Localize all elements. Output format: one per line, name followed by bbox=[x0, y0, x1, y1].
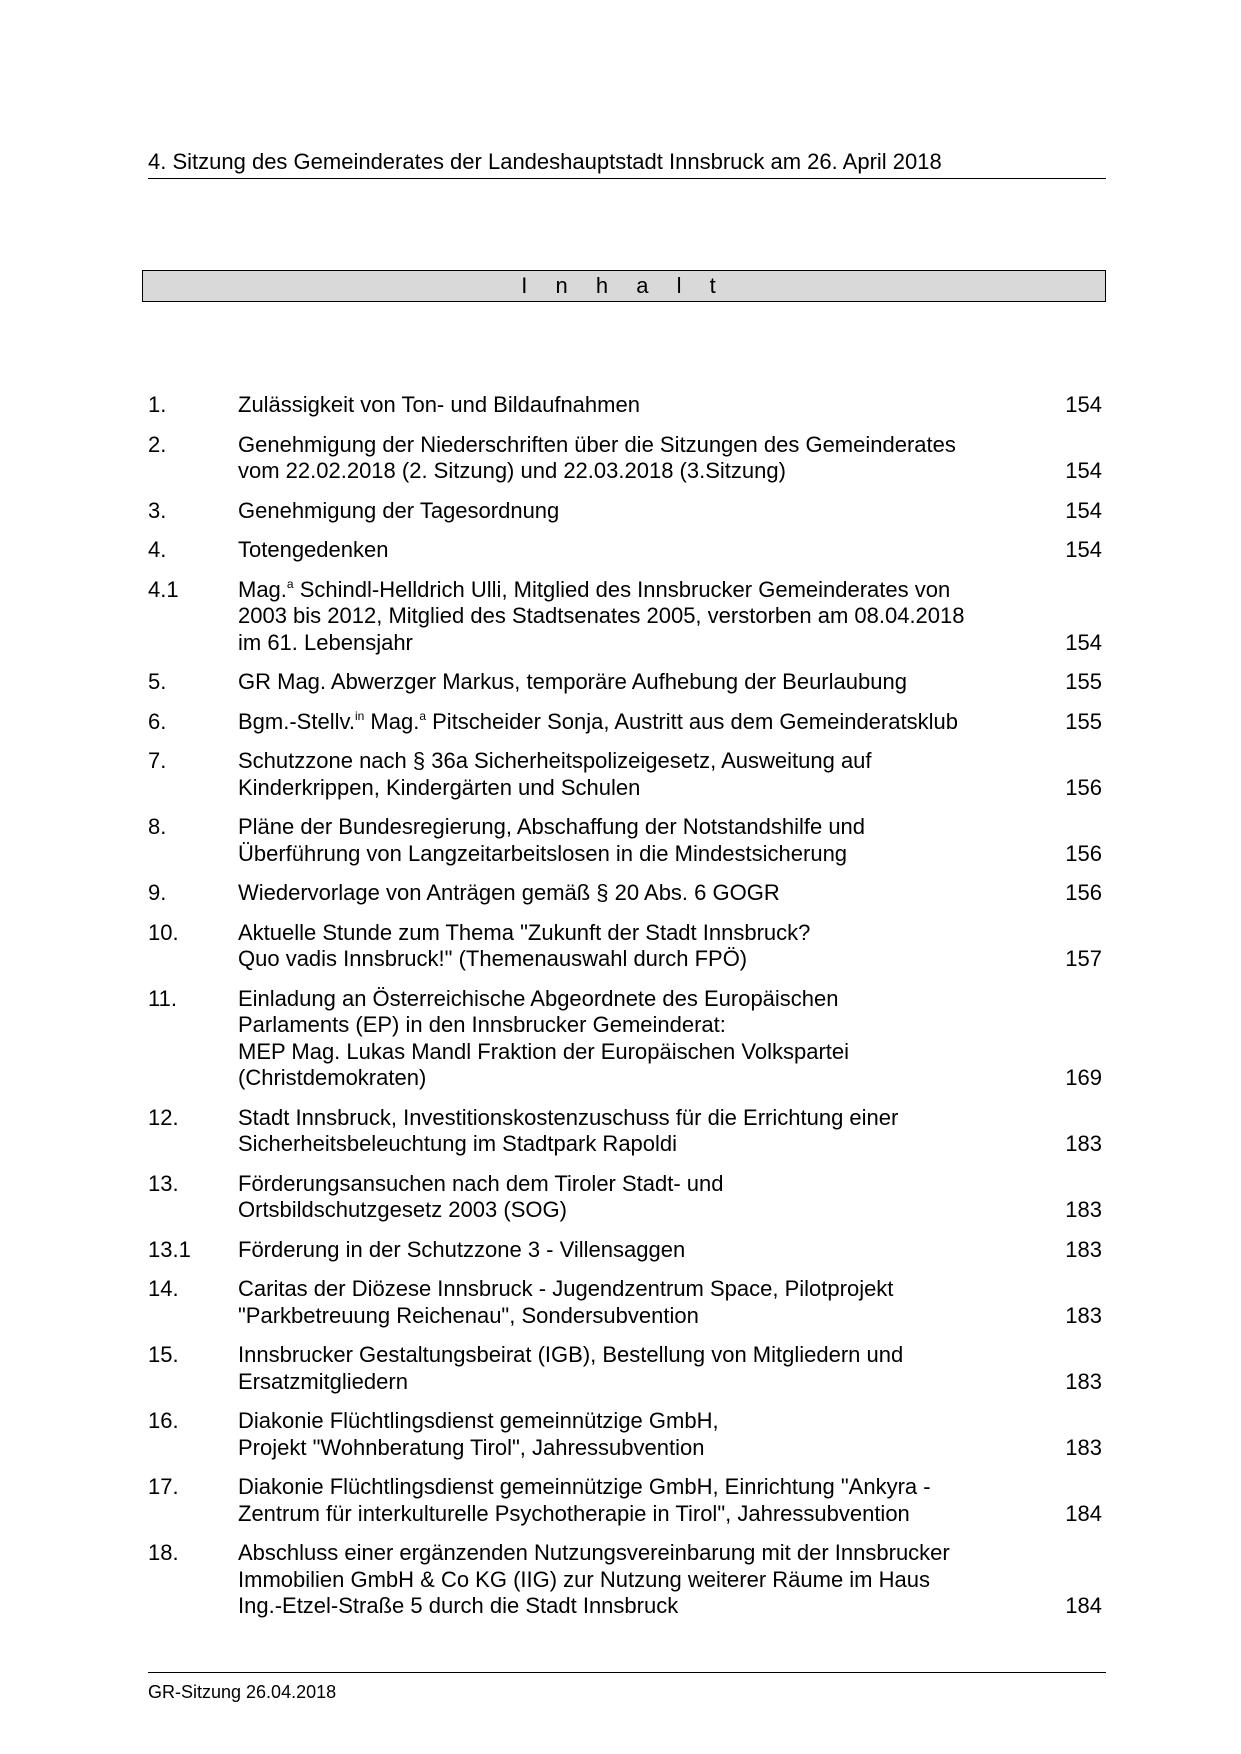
toc-entry-line: Ing.-Etzel-Straße 5 durch die Stadt Innsbruck bbox=[238, 1593, 679, 1618]
document-footer: GR-Sitzung 26.04.2018 bbox=[148, 1672, 1106, 1703]
toc-entry-page: 183 bbox=[1065, 1197, 1102, 1222]
toc-entry-title bbox=[238, 1474, 1032, 1527]
toc-entry-title bbox=[238, 669, 1032, 696]
toc-entry-superscript: a bbox=[419, 708, 427, 723]
toc-entry bbox=[148, 1408, 1106, 1461]
toc-entry-number: 18. bbox=[148, 1540, 179, 1565]
toc-entry-page: 155 bbox=[1065, 669, 1102, 694]
toc-entry-number: 6. bbox=[148, 708, 167, 734]
toc-entry bbox=[148, 1105, 1106, 1158]
toc-entry-page: 156 bbox=[1065, 774, 1102, 800]
toc-entry-line: vom 22.02.2018 (2. Sitzung) und 22.03.2018 (3.Sitzung) bbox=[238, 458, 786, 483]
toc-entry-number: 10. bbox=[148, 919, 179, 945]
toc-entry-line: Totengedenken bbox=[238, 537, 389, 562]
toc-entry-title bbox=[238, 1276, 1032, 1329]
toc-entry-page: 184 bbox=[1065, 1593, 1102, 1618]
toc-entry bbox=[148, 392, 1106, 419]
toc-entry bbox=[148, 1474, 1106, 1527]
toc-entry-line: Zulässigkeit von Ton- und Bildaufnahmen bbox=[238, 392, 640, 417]
toc-entry-page: 183 bbox=[1065, 1236, 1102, 1262]
toc-entry-page: 154 bbox=[1065, 392, 1102, 417]
toc-entry-line bbox=[238, 577, 1032, 604]
toc-entry-line: Quo vadis Innsbruck!" (Themenauswahl durch FPÖ) bbox=[238, 946, 748, 971]
toc-entry-line: "Parkbetreuung Reichenau", Sondersubvention bbox=[238, 1302, 699, 1328]
toc-entry-title bbox=[238, 748, 1032, 801]
toc-entry bbox=[148, 1171, 1106, 1224]
toc-entry-number: 1. bbox=[148, 392, 167, 417]
toc-entry-line bbox=[238, 709, 1032, 736]
toc-entry bbox=[148, 920, 1106, 973]
toc-entry-number: 4.1 bbox=[148, 576, 179, 602]
toc-entry-line: Genehmigung der Tagesordnung bbox=[238, 497, 560, 523]
toc-entry-title bbox=[238, 537, 1032, 564]
toc-entry bbox=[148, 709, 1106, 736]
toc-entry-prefix: Bgm.-Stellv. bbox=[238, 708, 355, 734]
toc-entry-line: Abschluss einer ergänzenden Nutzungsvereinbarung mit der Innsbrucker bbox=[238, 1540, 950, 1565]
toc-entry-title bbox=[238, 1540, 1032, 1620]
toc-entry-number: 13.1 bbox=[148, 1236, 191, 1262]
toc-entry-title bbox=[238, 986, 1032, 1092]
toc-entry-page: 156 bbox=[1065, 880, 1102, 905]
toc-entry-page: 156 bbox=[1065, 840, 1102, 866]
toc-entry bbox=[148, 1276, 1106, 1329]
toc-entry-line: Projekt "Wohnberatung Tirol", Jahressubvention bbox=[238, 1434, 705, 1460]
toc-entry-line: Genehmigung der Niederschriften über die Sitzungen des Gemeinderates bbox=[238, 431, 956, 457]
toc-entry-line: Ersatzmitgliedern bbox=[238, 1368, 408, 1394]
toc-entry-number: 17. bbox=[148, 1474, 179, 1499]
toc-entry-page: 183 bbox=[1065, 1434, 1102, 1460]
toc-entry-line: Einladung an Österreichische Abgeordnete des Europäischen bbox=[238, 985, 839, 1011]
contents-title: I n h a l t bbox=[142, 270, 1106, 302]
toc-entry-title bbox=[238, 577, 1032, 657]
toc-entry-line: Caritas der Diözese Innsbruck - Jugendzentrum Space, Pilotprojekt bbox=[238, 1276, 894, 1301]
toc-entry bbox=[148, 669, 1106, 696]
toc-entry-line: MEP Mag. Lukas Mandl Fraktion der Europäischen Volkspartei bbox=[238, 1038, 850, 1064]
toc-entry-line: Pläne der Bundesregierung, Abschaffung der Notstandshilfe und bbox=[238, 814, 866, 839]
toc-entry-number: 12. bbox=[148, 1104, 179, 1130]
toc-entry-title bbox=[238, 1342, 1032, 1395]
toc-entry bbox=[148, 1540, 1106, 1620]
toc-entry-line: Förderungsansuchen nach dem Tiroler Stadt- und bbox=[238, 1170, 724, 1196]
toc-entry-title bbox=[238, 920, 1032, 973]
toc-entry-page: 155 bbox=[1065, 708, 1102, 734]
toc-entry-number: 14. bbox=[148, 1276, 179, 1301]
toc-entry bbox=[148, 1237, 1106, 1264]
toc-entry-prefix: Mag. bbox=[364, 708, 420, 734]
toc-entry-line: Parlaments (EP) in den Innsbrucker Gemeinderat: bbox=[238, 1012, 726, 1037]
toc-entry-line: Innsbrucker Gestaltungsbeirat (IGB), Bestellung von Mitgliedern und bbox=[238, 1342, 904, 1367]
toc-entry-title bbox=[238, 1408, 1032, 1461]
toc-entry-line: Ortsbildschutzgesetz 2003 (SOG) bbox=[238, 1197, 567, 1222]
toc-entry bbox=[148, 537, 1106, 564]
toc-entry bbox=[148, 577, 1106, 657]
toc-entry-superscript: a bbox=[286, 576, 294, 591]
toc-entry-number: 3. bbox=[148, 497, 167, 523]
toc-entry-page: 183 bbox=[1065, 1368, 1102, 1394]
toc-entry-page: 157 bbox=[1065, 946, 1102, 971]
toc-entry-page: 183 bbox=[1065, 1131, 1102, 1156]
toc-entry-title bbox=[238, 814, 1032, 867]
toc-entry-line-text: Schindl-Helldrich Ulli, Mitglied des Innsbrucker Gemeinderates von bbox=[293, 576, 951, 602]
toc-entry-page: 183 bbox=[1065, 1302, 1102, 1328]
toc-entry-page: 169 bbox=[1065, 1065, 1102, 1090]
toc-entry-page: 154 bbox=[1065, 629, 1102, 655]
toc-entry bbox=[148, 1342, 1106, 1395]
toc-entry-number: 9. bbox=[148, 880, 167, 905]
toc-entry-line: Wiedervorlage von Anträgen gemäß § 20 Abs. 6 GOGR bbox=[238, 880, 780, 905]
toc-entry-page: 154 bbox=[1065, 458, 1102, 483]
toc-entry-line: Aktuelle Stunde zum Thema "Zukunft der Stadt Innsbruck? bbox=[238, 919, 811, 945]
toc-entry-number: 2. bbox=[148, 431, 167, 457]
toc-entry-line: Sicherheitsbeleuchtung im Stadtpark Rapoldi bbox=[238, 1131, 678, 1156]
toc-entry-line: GR Mag. Abwerzger Markus, temporäre Aufhebung der Beurlaubung bbox=[238, 669, 907, 694]
toc-entry-line: (Christdemokraten) bbox=[238, 1065, 427, 1090]
toc-entry-page: 154 bbox=[1065, 537, 1102, 562]
toc-entry bbox=[148, 814, 1106, 867]
toc-entry-line: 2003 bis 2012, Mitglied des Stadtsenates 2005, verstorben am 08.04.2018 bbox=[238, 603, 965, 628]
toc-entry-line: Förderung in der Schutzzone 3 - Villensaggen bbox=[238, 1236, 686, 1262]
toc-entry-number: 7. bbox=[148, 748, 167, 773]
table-of-contents bbox=[148, 392, 1106, 1633]
toc-entry bbox=[148, 432, 1106, 485]
toc-entry-title bbox=[238, 1237, 1032, 1264]
toc-entry-superscript: in bbox=[354, 708, 365, 723]
toc-entry-line: im 61. Lebensjahr bbox=[238, 629, 413, 655]
toc-entry-title bbox=[238, 432, 1032, 485]
toc-entry-title bbox=[238, 709, 1032, 736]
toc-entry-line: Kinderkrippen, Kindergärten und Schulen bbox=[238, 774, 641, 800]
toc-entry-number: 11. bbox=[148, 985, 177, 1011]
toc-entry-title bbox=[238, 1105, 1032, 1158]
toc-entry-line-text: Pitscheider Sonja, Austritt aus dem Gemeinderatsklub bbox=[426, 708, 958, 734]
toc-entry bbox=[148, 986, 1106, 1092]
toc-entry bbox=[148, 748, 1106, 801]
toc-entry-line: Zentrum für interkulturelle Psychotherapie in Tirol", Jahressubvention bbox=[238, 1500, 910, 1526]
toc-entry bbox=[148, 880, 1106, 907]
toc-entry-title bbox=[238, 392, 1032, 419]
toc-entry-number: 15. bbox=[148, 1342, 179, 1367]
toc-entry-line: Diakonie Flüchtlingsdienst gemeinnützige GmbH, bbox=[238, 1408, 719, 1433]
toc-entry-line: Diakonie Flüchtlingsdienst gemeinnützige GmbH, Einrichtung "Ankyra - bbox=[238, 1474, 931, 1499]
toc-entry-line: Überführung von Langzeitarbeitslosen in die Mindestsicherung bbox=[238, 840, 848, 866]
toc-entry-line: Schutzzone nach § 36a Sicherheitspolizeigesetz, Ausweitung auf bbox=[238, 748, 872, 773]
toc-entry-prefix: Mag. bbox=[238, 576, 287, 602]
toc-entry-title bbox=[238, 1171, 1032, 1224]
toc-entry-page: 154 bbox=[1065, 497, 1102, 523]
toc-entry-number: 13. bbox=[148, 1170, 179, 1196]
toc-entry-line: Immobilien GmbH & Co KG (IIG) zur Nutzung weiterer Räume im Haus bbox=[238, 1566, 930, 1592]
toc-entry-page: 184 bbox=[1065, 1500, 1102, 1526]
toc-entry bbox=[148, 498, 1106, 525]
toc-entry-number: 5. bbox=[148, 669, 167, 694]
toc-entry-title bbox=[238, 880, 1032, 907]
document-header: 4. Sitzung des Gemeinderates der Landeshauptstadt Innsbruck am 26. April 2018 bbox=[148, 148, 1106, 179]
toc-entry-title bbox=[238, 498, 1032, 525]
toc-entry-number: 4. bbox=[148, 537, 167, 562]
toc-entry-line: Stadt Innsbruck, Investitionskostenzuschuss für die Errichtung einer bbox=[238, 1104, 899, 1130]
toc-entry-number: 8. bbox=[148, 814, 167, 839]
toc-entry-number: 16. bbox=[148, 1408, 179, 1433]
